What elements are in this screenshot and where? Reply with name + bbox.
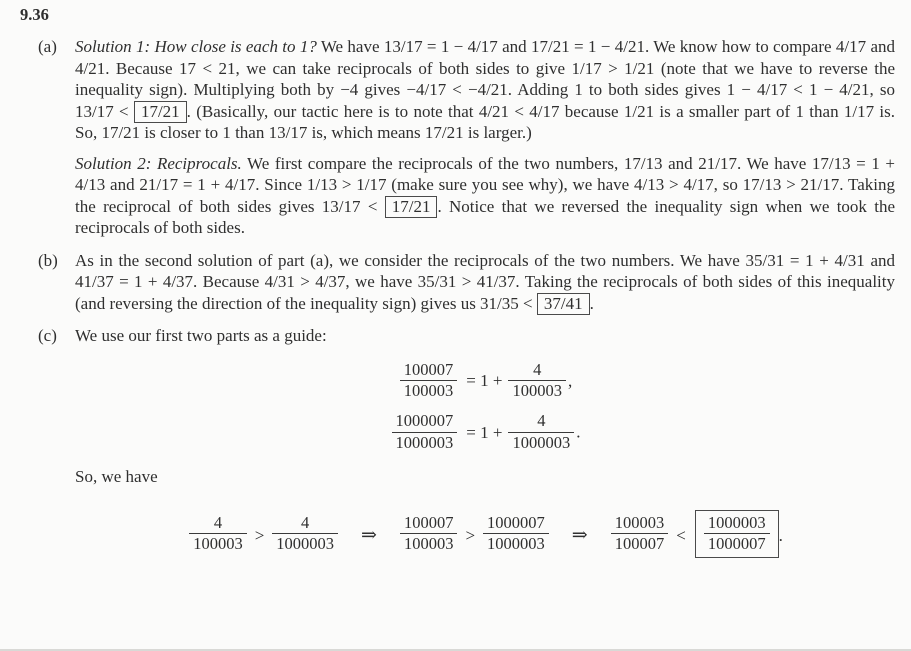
fraction-4-100003: $\frac{4}{100003}$ [508,361,566,401]
chain-fraction-1000007-1000003: $\frac{1000007}{1000003}$ [483,514,549,554]
chain-fraction-100003-100007: $\frac{100003}{100007}$ [611,514,669,554]
equals-one-plus: = 1 + [466,371,503,391]
implication-chain [75,512,895,560]
part-a [20,36,895,239]
solution2-text-1: We first compare the reciprocals of the two numbers, 17/13 and 21/17. We have 17/13 = 1 + 4/13 and 21/17 = 1 + 4/17. Since 1/13 > 1/17 (make sure you see why), we have 4/13 > 4/17, so 17/13 > 21/17. Taking the reciprocal of both sides gives 13/17 < [75,153,895,216]
implies-arrow-2: ⇒ [571,525,588,547]
equation-grid [390,359,581,455]
less-than-sign: < [676,525,686,545]
fraction-1000007-1000003: $\frac{1000007}{1000003}$ [392,412,458,452]
part-b-paragraph [75,250,895,315]
chain-fraction-100007-100003: $\frac{100007}{100003}$ [400,514,458,554]
part-a-solution1-paragraph [75,36,895,144]
part-b-text-1: As in the second solution of part (a), we consider the reciprocals of the two numbers. We have 35/31 = 1 + 4/31 and 41/37 = 1 + 4/37. Because 4/31 > 4/37, we have 35/31 > 41/37. Taking the reciprocals of both sides of this inequality (and reversing the direction of the inequality sign) gives us 31/35 < [75,250,895,313]
equation1-comma: , [567,371,573,391]
problem-number: 9.36 [20,5,49,24]
so-we-have-text: So, we have [75,467,158,487]
equation1-left [390,359,460,403]
solution2-text-2: . Notice that we reversed the inequality sign when we took the reciprocals of both sides. [75,196,895,237]
equation2-right [459,411,581,454]
solution2-lead: Solution 2: Reciprocals. [75,153,242,173]
part-b-label: (b) [38,250,58,270]
part-a-solution2-paragraph [75,153,895,239]
chain-fraction-4-100003: $\frac{4}{100003}$ [189,514,247,554]
implies-arrow-1: ⇒ [361,525,377,547]
part-a-label: (a) [38,37,57,56]
part-b-body [75,250,895,315]
answer-box-17-21-first: 17/21 [134,101,187,123]
boxed-answer-fraction [695,510,779,558]
fraction-1000003-1000007: $\frac{1000003}{1000007}$ [704,514,770,554]
answer-box-17-21-second: 17/21 [385,196,438,218]
displayed-equations [75,359,895,455]
equation2-period: . [576,423,581,443]
fraction-100007-100003: $\frac{100007}{100003}$ [400,361,458,401]
part-c-label: (c) [38,326,57,345]
equation2-left [390,411,460,454]
final-period: . [778,525,783,545]
part-a-body [75,36,895,239]
part-c-intro: We use our first two parts as a guide: [75,326,327,345]
part-b-text-2: . [589,293,594,313]
solution1-text-1: We have 13/17 = 1 − 4/17 and 17/21 = 1 − 4/21. We know how to compare 4/17 and 4/21. Because 17 < 21, we can take reciprocals of both sides to give 1/17 > 1/21 (note that we have to reverse the inequality sign). Multiplying both by −4 gives −4/17 < −4/21. Adding 1 to both sides gives 1 − 4/17 < 1 − 4/21, so 13/17 < [75,37,895,121]
part-b [20,250,895,315]
greater-than-sign-2: > [465,525,476,545]
answer-box-37-41: 37/41 [537,293,590,315]
equation1-right [459,359,580,403]
parts-list [20,36,895,560]
chain-fraction-4-1000003: $\frac{4}{1000003}$ [272,514,338,554]
greater-than-sign-1: > [254,525,265,545]
part-c-body [75,325,895,560]
fraction-4-1000003: $\frac{4}{1000003}$ [508,412,574,452]
equals-one-plus-2: = 1 + [466,423,503,443]
part-c [20,325,895,560]
solution1-lead: Solution 1: How close is each to 1? [75,37,317,56]
solution1-text-2: . (Basically, our tactic here is to note that 4/21 < 4/17 because 1/21 is a smaller part of 1 than 1/17 is. So, 17/21 is closer to 1 than 13/17 is, which means 17/21 is larger.) [75,101,895,142]
